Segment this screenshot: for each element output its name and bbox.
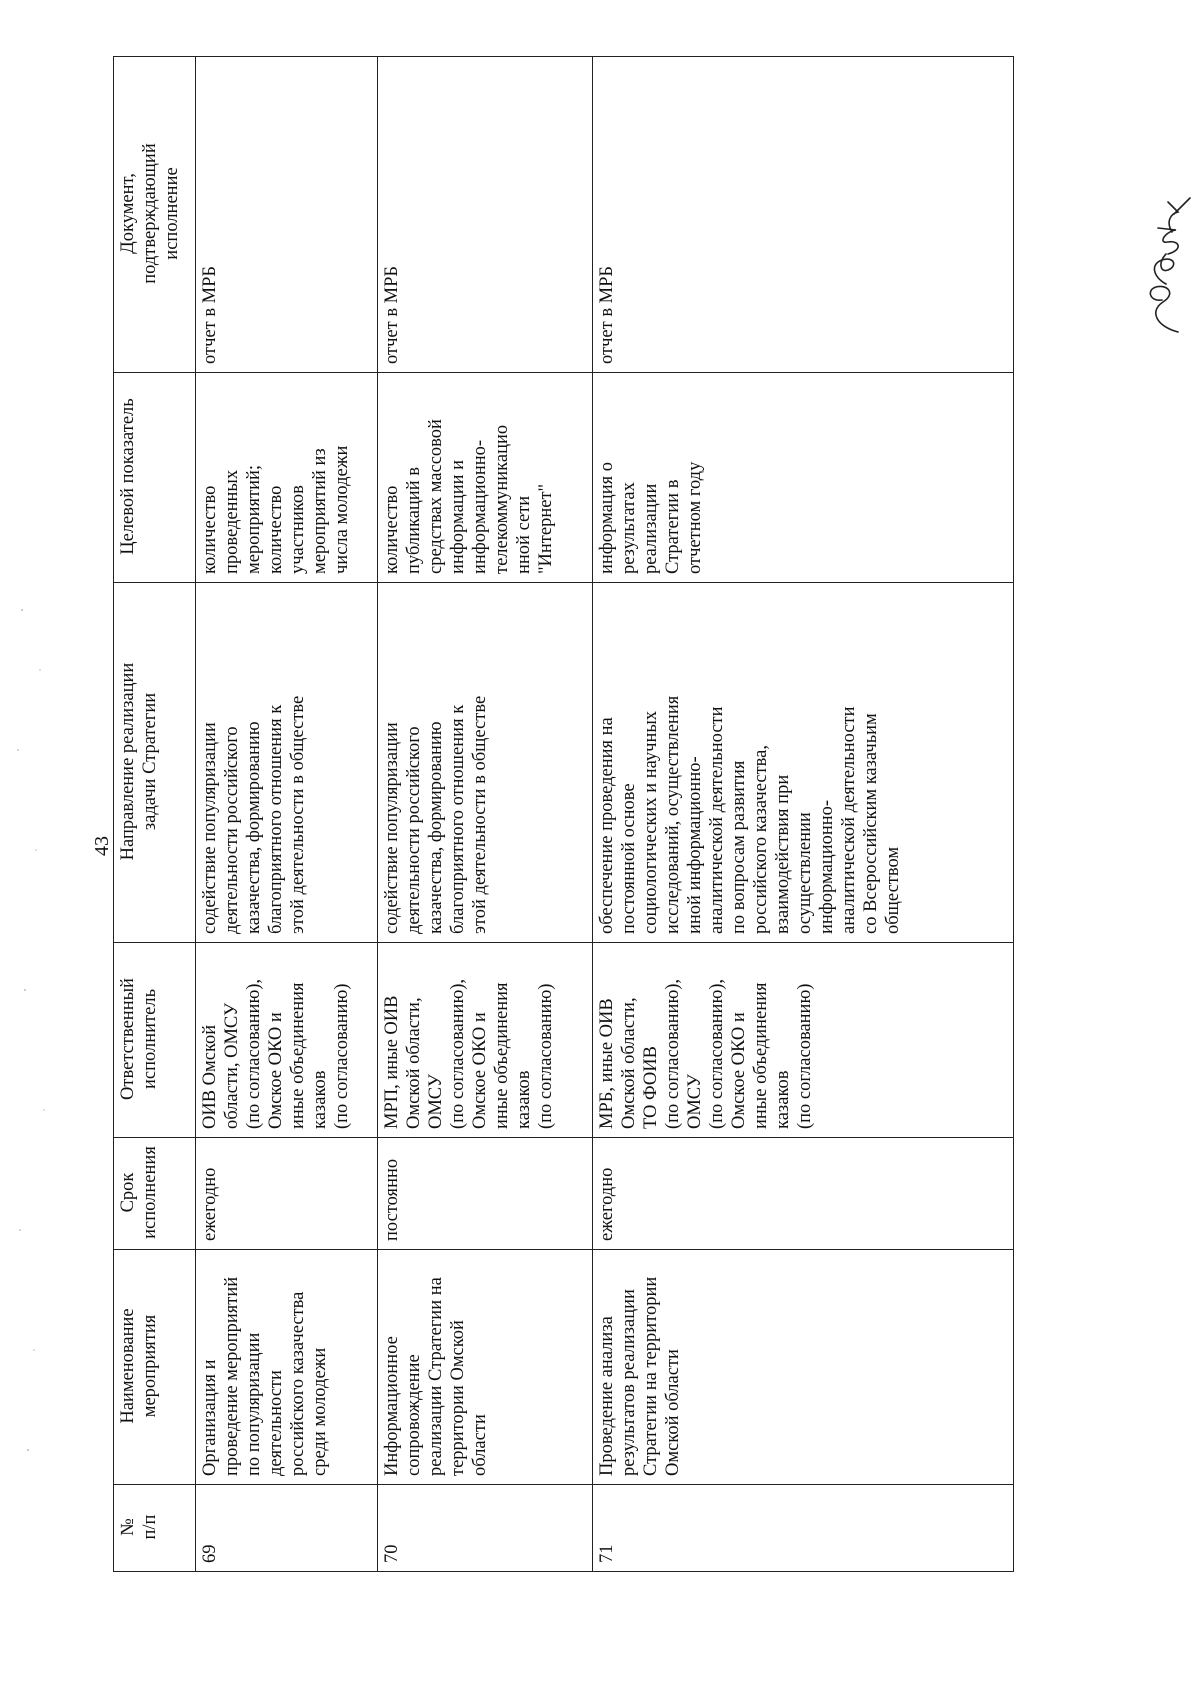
cell-num: 71	[593, 1485, 1014, 1572]
cell-term: ежегодно	[196, 1138, 378, 1250]
cell-document: отчет в МРБ	[196, 57, 378, 373]
header-direction: Направление реализации задачи Стратегии	[114, 583, 196, 943]
header-name: Наименование мероприятия	[114, 1250, 196, 1485]
cell-direction: содействие популяризации деятельности российского казачества, формированию благоприятного отношения к этой деятельности в обществе	[378, 583, 593, 943]
cell-name: Организация и проведение мероприятий по популяризации деятельности российского казачества среди молодежи	[196, 1250, 378, 1485]
cell-indicator: количество проведенных мероприятий; количество участников мероприятий из числа молодежи	[196, 373, 378, 583]
header-num: № п/п	[114, 1485, 196, 1572]
page-number: 43	[91, 836, 113, 856]
plan-table	[113, 56, 1014, 1572]
cell-document: отчет в МРБ	[593, 57, 1014, 373]
header-executor: Ответственный исполнитель	[114, 943, 196, 1138]
scan-noise-dots	[10, 590, 50, 1490]
cell-num: 69	[196, 1485, 378, 1572]
cell-indicator: информация о результатах реализации Стратегии в отчетном году	[593, 373, 1014, 583]
table-header-row	[114, 57, 196, 1572]
header-document: Документ, подтверждающий исполнение	[114, 57, 196, 373]
table-wrapper	[113, 57, 1013, 1572]
cell-indicator: количество публикаций в средствах массовой информации и информационно- телекоммуникацио нной сети "Интернет"	[378, 373, 593, 583]
cell-document: отчет в МРБ	[378, 57, 593, 373]
cell-executor: МРП, иные ОИВ Омской области, ОМСУ (по согласованию), Омское ОКО и иные объединения казаков (по согласованию)	[378, 943, 593, 1138]
table-row	[593, 57, 1014, 1572]
cell-direction: обеспечение проведения на постоянной основе социологических и научных исследований, осуществления иной информационно- аналитической деятельности по вопросам развития российского казачества, взаимодействия при осуществлении информационно- аналитической деятельности со Всероссийским казачьим обществом	[593, 583, 1014, 943]
header-indicator: Целевой показатель	[114, 373, 196, 583]
cell-name: Информационное сопровождение реализации Стратегии на территории Омской области	[378, 1250, 593, 1485]
cell-direction: содействие популяризации деятельности российского казачества, формированию благоприятного отношения к этой деятельности в обществе	[196, 583, 378, 943]
cell-num: 70	[378, 1485, 593, 1572]
cell-term: ежегодно	[593, 1138, 1014, 1250]
cell-term: постоянно	[378, 1138, 593, 1250]
cell-executor: МРБ, иные ОИВ Омской области, ТО ФОИВ (по согласованию), ОМСУ (по согласованию), Омское ОКО и иные объединения казаков (по согласованию)	[593, 943, 1014, 1138]
cell-executor: ОИВ Омской области, ОМСУ (по согласованию), Омское ОКО и иные объединения казаков (по согласованию)	[196, 943, 378, 1138]
handwritten-signature	[1128, 192, 1198, 342]
cell-name: Проведение анализа результатов реализации Стратегии на территории Омской области	[593, 1250, 1014, 1485]
header-term: Срок исполнения	[114, 1138, 196, 1250]
table-row	[378, 57, 593, 1572]
table-row	[196, 57, 378, 1572]
rotated-table-area	[113, 57, 1200, 1563]
